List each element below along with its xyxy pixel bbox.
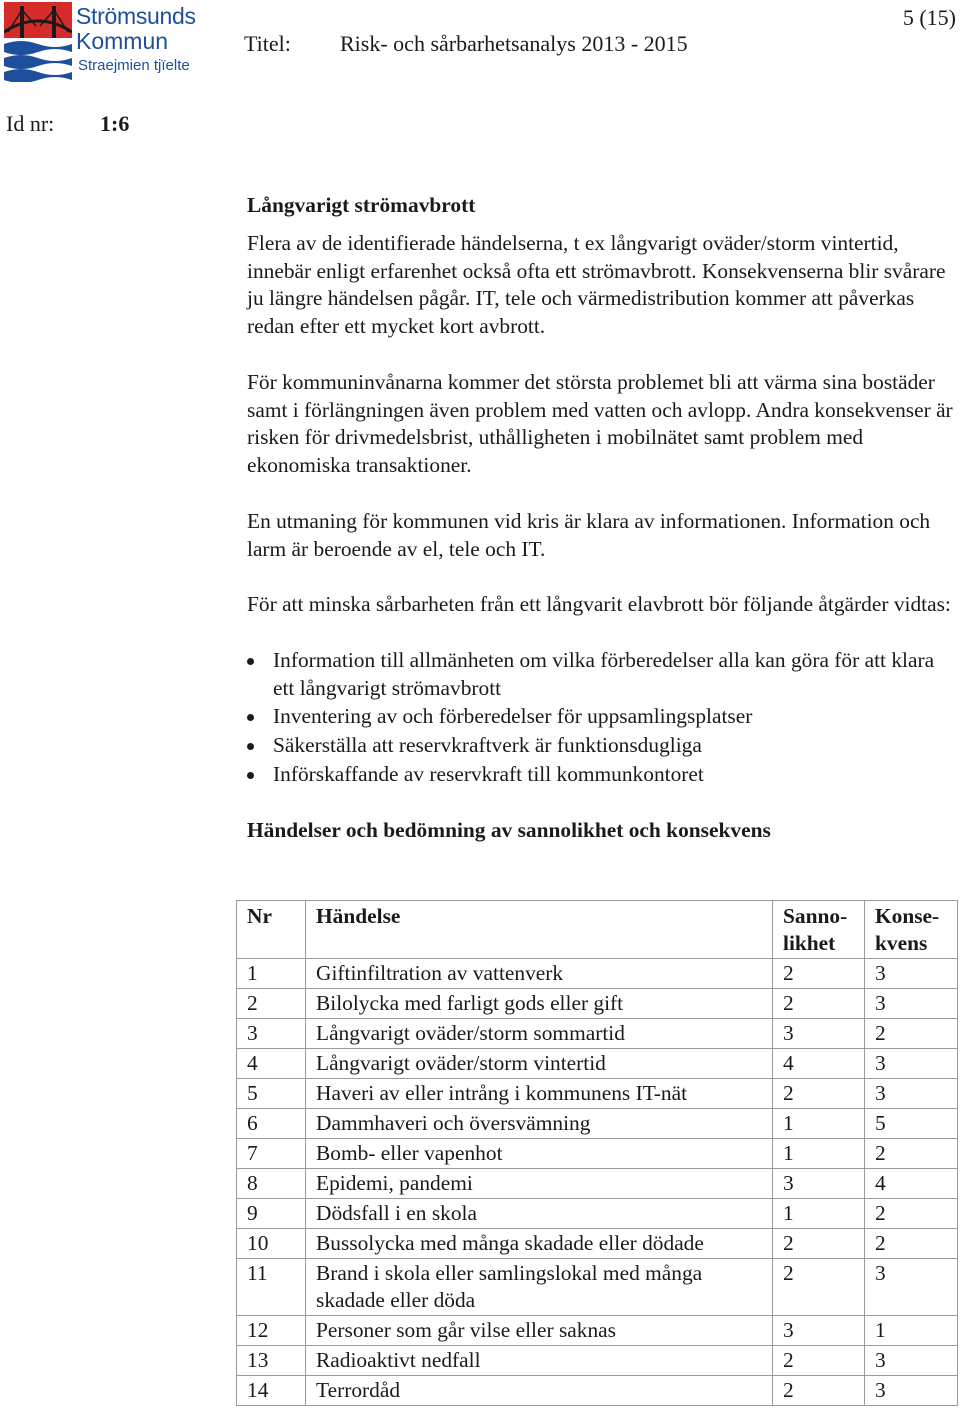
table-row	[237, 1019, 958, 1049]
column-header-consequence: Konse- kvens	[865, 901, 958, 959]
municipality-logo	[4, 2, 194, 82]
list-item	[247, 761, 960, 789]
cell-nr: 2	[237, 989, 306, 1019]
cell-event: Epidemi, pandemi	[306, 1169, 773, 1199]
cell-event: Bussolycka med många skadade eller dödade	[306, 1229, 773, 1259]
cell-nr: 12	[237, 1316, 306, 1346]
column-header-probability: Sanno- likhet	[773, 901, 865, 959]
paragraph-3: En utmaning för kommunen vid kris är klara av informationen. Information och larm är beroende av el, tele och IT.	[247, 508, 931, 561]
list-item	[247, 703, 960, 731]
logo-subtitle: Straejmien tjïelte	[78, 57, 190, 74]
cell-event: Långvarigt oväder/storm vintertid	[306, 1049, 773, 1079]
cell-consequence: 4	[865, 1169, 958, 1199]
table-row	[237, 959, 958, 989]
cell-probability: 1	[773, 1139, 865, 1169]
cell-event: Giftinfiltration av vattenverk	[306, 959, 773, 989]
cell-nr: 3	[237, 1019, 306, 1049]
table-row	[237, 1169, 958, 1199]
list-item	[247, 647, 960, 703]
table-row	[237, 1376, 958, 1406]
bullet-icon	[247, 658, 254, 665]
cell-nr: 9	[237, 1199, 306, 1229]
table-heading: Händelser och bedömning av sannolikhet och konsekvens	[247, 817, 771, 842]
cell-event: Långvarigt oväder/storm sommartid	[306, 1019, 773, 1049]
cell-consequence: 3	[865, 1259, 958, 1316]
table-row	[237, 1259, 958, 1316]
cell-event: Terrordåd	[306, 1376, 773, 1406]
cell-event: Dammhaveri och översvämning	[306, 1109, 773, 1139]
cell-probability: 2	[773, 1259, 865, 1316]
section-heading: Långvarigt strömavbrott	[247, 193, 476, 217]
cell-consequence: 2	[865, 1019, 958, 1049]
cell-probability: 2	[773, 989, 865, 1019]
column-header-event: Händelse	[306, 901, 773, 959]
cell-consequence: 3	[865, 959, 958, 989]
cell-consequence: 5	[865, 1109, 958, 1139]
cell-probability: 3	[773, 1019, 865, 1049]
cell-nr: 7	[237, 1139, 306, 1169]
cell-nr: 4	[237, 1049, 306, 1079]
cell-nr: 5	[237, 1079, 306, 1109]
list-item-text: Inventering av och förberedelser för uppsamlingsplatser	[273, 704, 753, 729]
cell-event: Bomb- eller vapenhot	[306, 1139, 773, 1169]
cell-nr: 8	[237, 1169, 306, 1199]
cell-consequence: 3	[865, 989, 958, 1019]
cell-consequence: 1	[865, 1316, 958, 1346]
cell-probability: 3	[773, 1316, 865, 1346]
bridge-emblem-icon	[4, 2, 72, 82]
table-header-row	[237, 901, 958, 959]
table-row	[237, 1316, 958, 1346]
section-body	[247, 192, 960, 844]
cell-probability: 2	[773, 1079, 865, 1109]
cell-probability: 2	[773, 959, 865, 989]
logo-name-line1: Strömsunds	[76, 3, 196, 29]
cell-nr: 13	[237, 1346, 306, 1376]
table-row	[237, 989, 958, 1019]
cell-nr: 6	[237, 1109, 306, 1139]
id-label: Id nr:	[6, 111, 55, 136]
cell-probability: 1	[773, 1199, 865, 1229]
table-row	[237, 1109, 958, 1139]
cell-probability: 3	[773, 1169, 865, 1199]
cell-event: Brand i skola eller samlingslokal med många skadade eller döda	[306, 1259, 773, 1316]
bullet-icon	[247, 714, 254, 721]
paragraph-4: För att minska sårbarheten från ett långvarit elavbrott bör följande åtgärder vidtas:	[247, 592, 951, 617]
table-row	[237, 1229, 958, 1259]
cell-consequence: 2	[865, 1199, 958, 1229]
cell-probability: 2	[773, 1229, 865, 1259]
cell-nr: 1	[237, 959, 306, 989]
paragraph-2: För kommuninvånarna kommer det största problemet bli att värma sina bostäder samt i förlängningen även problem med vatten och avlopp. Andra konsekvenser är risken för drivmedelsbrist, uthålligheten i mobilnätet samt problem med ekonomiska transaktioner.	[247, 369, 953, 478]
list-item	[247, 732, 960, 760]
title-label: Titel:	[244, 31, 291, 56]
cell-probability: 2	[773, 1376, 865, 1406]
table-row	[237, 1199, 958, 1229]
table-row	[237, 1079, 958, 1109]
bullet-icon	[247, 772, 254, 779]
cell-nr: 10	[237, 1229, 306, 1259]
bullet-icon	[247, 743, 254, 750]
risk-table	[236, 900, 958, 1406]
cell-event: Radioaktivt nedfall	[306, 1346, 773, 1376]
cell-nr: 11	[237, 1259, 306, 1316]
cell-consequence: 2	[865, 1229, 958, 1259]
list-item-text: Information till allmänheten om vilka förberedelser alla kan göra för att klara ett långvarigt strömavbrott	[273, 647, 935, 700]
cell-nr: 14	[237, 1376, 306, 1406]
table-row	[237, 1346, 958, 1376]
cell-consequence: 3	[865, 1049, 958, 1079]
cell-consequence: 2	[865, 1139, 958, 1169]
logo-name-line2: Kommun	[76, 28, 169, 54]
cell-event: Bilolycka med farligt gods eller gift	[306, 989, 773, 1019]
table-row	[237, 1049, 958, 1079]
list-item-text: Införskaffande av reservkraft till kommunkontoret	[273, 761, 704, 786]
cell-consequence: 3	[865, 1376, 958, 1406]
cell-consequence: 3	[865, 1079, 958, 1109]
cell-probability: 1	[773, 1109, 865, 1139]
id-value: 1:6	[100, 111, 130, 136]
cell-event: Dödsfall i en skola	[306, 1199, 773, 1229]
cell-probability: 2	[773, 1346, 865, 1376]
cell-event: Haveri av eller intrång i kommunens IT-nät	[306, 1079, 773, 1109]
cell-event: Personer som går vilse eller saknas	[306, 1316, 773, 1346]
cell-consequence: 3	[865, 1346, 958, 1376]
measures-list	[247, 647, 960, 789]
cell-probability: 4	[773, 1049, 865, 1079]
paragraph-1: Flera av de identifierade händelserna, t ex långvarigt oväder/storm vintertid, innebär enligt erfarenhet också ofta ett strömavbrott. Konsekvenserna blir svårare ju längre händelsen pågår. IT, tele och värmedistribution kommer att påverkas redan efter ett mycket kort avbrott.	[247, 230, 946, 339]
document-title: Risk- och sårbarhetsanalys 2013 - 2015	[340, 31, 688, 56]
list-item-text: Säkerställa att reservkraftverk är funktionsdugliga	[273, 733, 702, 758]
column-header-nr: Nr	[237, 901, 306, 959]
table-row	[237, 1139, 958, 1169]
page-number: 5 (15)	[902, 5, 956, 30]
